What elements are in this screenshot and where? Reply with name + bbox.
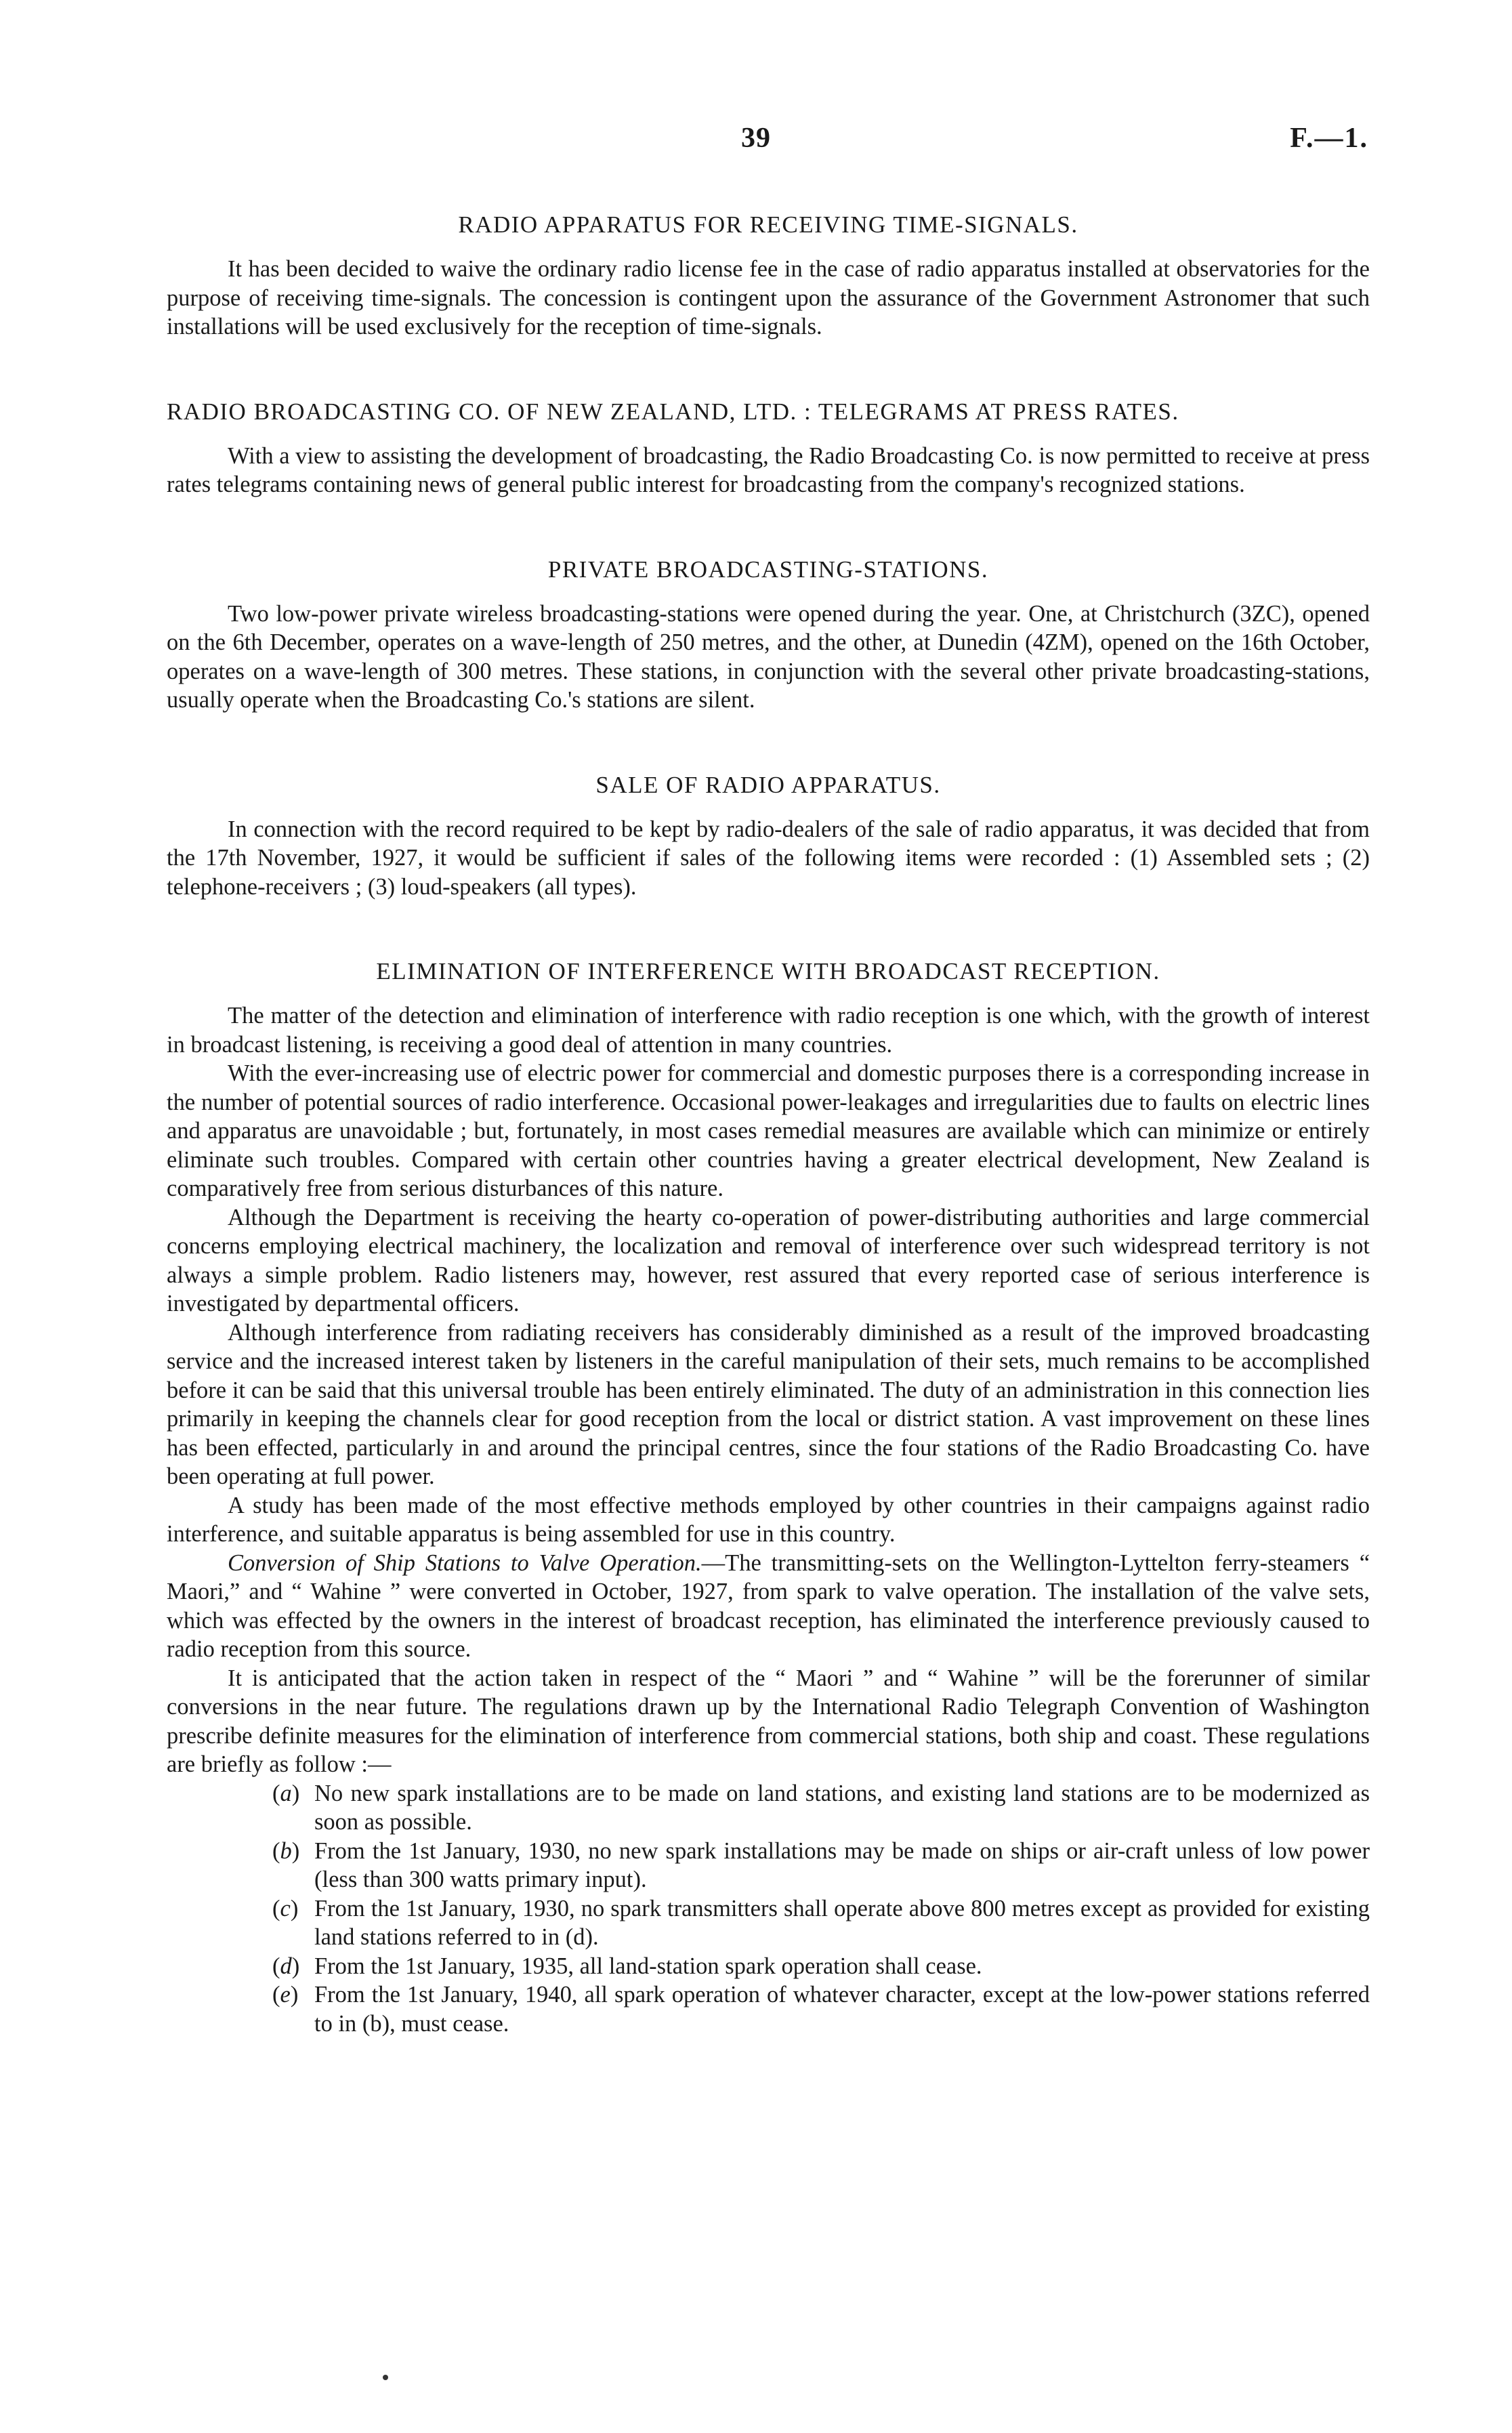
section-interference (167, 957, 1370, 2038)
list-item-text: No new spark installations are to be made on land stations, and existing land stations are to be modernized as soon as possible. (314, 1780, 1370, 1835)
paragraph: The matter of the detection and elimination of interference with radio reception is one which, with the growth of interest in broadcast listening, is receiving a good deal of attention in many countries. (167, 1003, 1370, 1058)
section-sale-apparatus (167, 770, 1370, 902)
list-item-text: From the 1st January, 1935, all land-station spark operation shall cease. (314, 1953, 982, 1979)
conversion-text: —The transmitting-sets on the Wellington-Lyttelton ferry-steamers “ Maori,” and “ Wahine ” were converted in October, 1927, from spark to valve operation. The installation of the valve sets, which was effected by the owners in the interest of broadcast reception, has eliminated the interference previously caused to radio reception from this source. (167, 1550, 1370, 1662)
list-marker: c (280, 1895, 291, 1921)
conversion-paragraph (167, 1549, 1370, 1664)
section-title: ELIMINATION OF INTERFERENCE WITH BROADCAST RECEPTION. (376, 958, 1160, 984)
list-item-text: From the 1st January, 1930, no spark transmitters shall operate above 800 metres except as provided for existing land stations referred to in (d). (314, 1895, 1370, 1950)
page-header (0, 122, 1512, 163)
list-marker: b (280, 1837, 292, 1864)
paragraph: It has been decided to waive the ordinary radio license fee in the case of radio apparatus installed at observatories for the purpose of receiving time-signals. The concession is contingent upon the assurance of the Government Astronomer that such installations will be used exclusively for the reception of time-signals. (167, 256, 1370, 339)
section-title: RADIO BROADCASTING CO. OF NEW ZEALAND, LTD. : TELEGRAMS AT PRESS RATES. (167, 398, 1179, 425)
document-reference: F.—1. (1290, 123, 1368, 154)
section-title: RADIO APPARATUS FOR RECEIVING TIME-SIGNALS. (458, 211, 1078, 238)
list-marker: d (280, 1953, 292, 1979)
document-body (167, 210, 1370, 2094)
paragraph: Two low-power private wireless broadcasting-stations were opened during the year. One, at Christchurch (3ZC), opened on the 6th December, operates on a wave-length of 250 metres, and the other, at Dunedin (4ZM), opened on the 16th October, operates on a wave-length of 300 metres. These stations, in conjunction with the several other private broadcasting-stations, usually operate when the Broadcasting Co.'s stations are silent. (167, 600, 1370, 713)
list-item: (e) From the 1st January, 1940, all spark operation of whatever character, except at the low-power stations referred to in (b), must cease. (272, 1982, 1370, 2037)
paragraph: Although interference from radiating receivers has considerably diminished as a result of the improved broadcasting service and the increased interest taken by listeners in the careful manipulation of their sets, much remains to be accomplished before it can be said that this universal trouble has been entirely eliminated. The duty of an administration in this connection lies primarily in keeping the channels clear for good reception from the local or district station. A vast improvement on these lines has been effected, particularly in and around the principal centres, since the four stations of the Radio Broadcasting Co. have been operating at full power. (167, 1319, 1370, 1489)
list-marker: e (280, 1982, 291, 2008)
section-title: PRIVATE BROADCASTING-STATIONS. (547, 556, 989, 583)
list-item: (c) From the 1st January, 1930, no spark transmitters shall operate above 800 metres except as provided for existing land stations referred to in (d). (272, 1895, 1370, 1950)
regulations-list (167, 1779, 1370, 2039)
closing-paragraph: It is anticipated that the action taken in respect of the “ Maori ” and “ Wahine ” will be the forerunner of similar conversions in the near future. The regulations drawn up by the International Radio Telegraph Convention of Washington prescribe definite measures for the elimination of interference from commercial stations, both ship and coast. These regulations are briefly as follow :— (167, 1665, 1370, 1777)
list-item-text: From the 1st January, 1930, no new spark installations may be made on ships or air-craft unless of low power (less than 300 watts primary input). (314, 1837, 1370, 1892)
list-item: (a) No new spark installations are to be made on land stations, and existing land stations are to be modernized as soon as possible. (272, 1780, 1370, 1835)
list-item: (d) From the 1st January, 1935, all land-station spark operation shall cease. (272, 1953, 982, 1979)
list-item: (b) From the 1st January, 1930, no new spark installations may be made on ships or air-craft unless of low power (less than 300 watts primary input). (272, 1837, 1370, 1892)
paragraph: With the ever-increasing use of electric power for commercial and domestic purposes there is a corresponding increase in the number of potential sources of radio interference. Occasional power-leakages and irregularities due to faults on electric lines and apparatus are unavoidable ; but, fortunately, in most cases remedial measures are available which can minimize or entirely eliminate such troubles. Compared with certain other countries having a greater electrical development, New Zealand is comparatively free from serious disturbances of this nature. (167, 1060, 1370, 1201)
section-press-rates (167, 397, 1370, 499)
paragraph: With a view to assisting the development of broadcasting, the Radio Broadcasting Co. is now permitted to receive at press rates telegrams containing news of general public interest for broadcasting from the company's recognized stations. (167, 442, 1370, 497)
section-title: SALE OF RADIO APPARATUS. (595, 771, 941, 798)
list-marker: a (280, 1780, 292, 1806)
paragraph: Although the Department is receiving the hearty co-operation of power-distributing authorities and large commercial concerns employing electrical machinery, the localization and removal of interference over such widespread territory is not always a simple problem. Radio listeners may, however, rest assured that every reported case of serious interference is investigated by departmental officers. (167, 1204, 1370, 1316)
section-time-signals (167, 210, 1370, 341)
print-speck (383, 2375, 388, 2380)
paragraph: A study has been made of the most effective methods employed by other countries in their campaigns against radio interference, and suitable apparatus is being assembled for use in this country. (167, 1492, 1370, 1547)
paragraph: In connection with the record required to be kept by radio-dealers of the sale of radio apparatus, it was decided that from the 17th November, 1927, it would be sufficient if sales of the following items were recorded : (1) Assembled sets ; (2) telephone-receivers ; (3) loud-speakers (all types). (167, 816, 1370, 900)
list-item-text: From the 1st January, 1940, all spark operation of whatever character, except at the low-power stations referred to in (b), must cease. (314, 1982, 1370, 2037)
section-private-stations (167, 555, 1370, 715)
conversion-heading: Conversion of Ship Stations to Valve Operation. (228, 1550, 702, 1576)
page-number: 39 (741, 123, 771, 154)
